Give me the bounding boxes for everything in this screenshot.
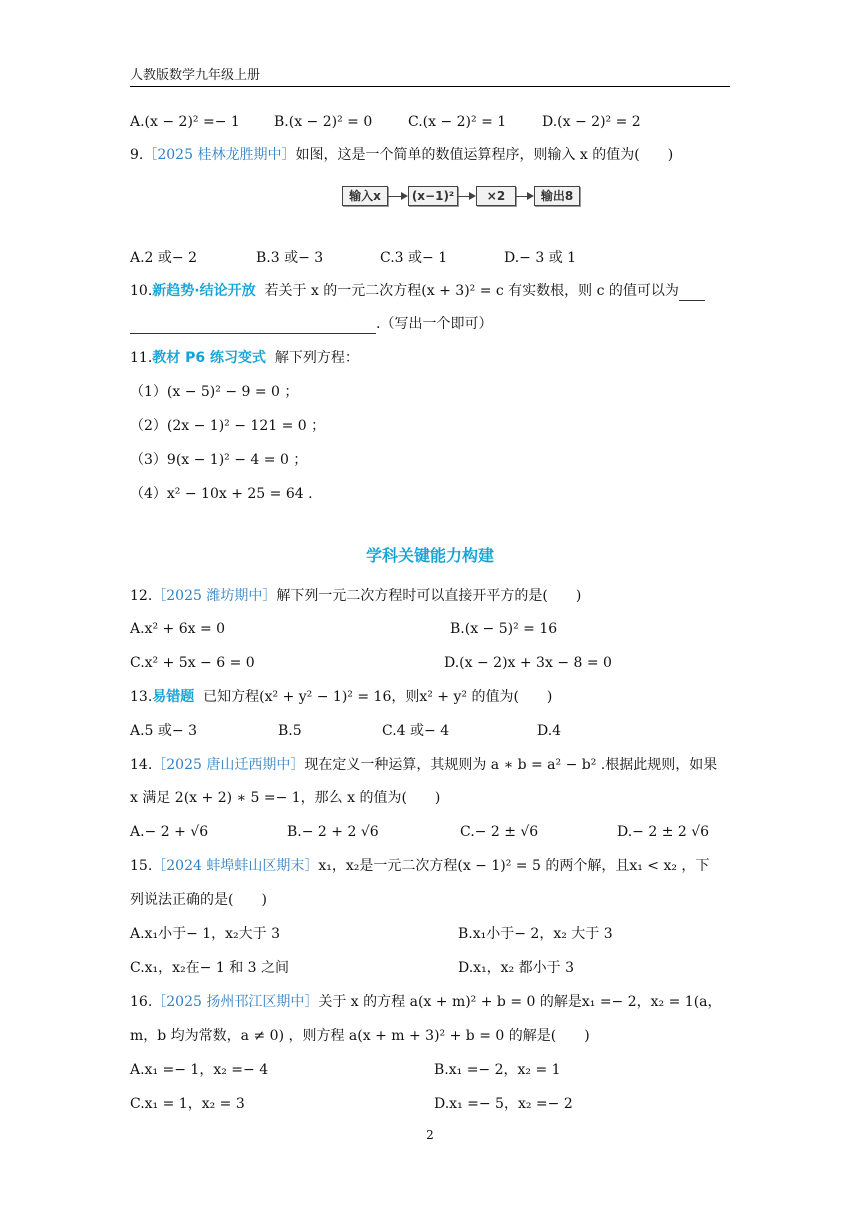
q9-source: ［2025 桂林龙胜期中］: [143, 147, 296, 163]
q15-option-d: D.x₁，x₂ 都小于 3: [458, 960, 574, 976]
q12-option-c: C.x² + 5x − 6 = 0: [130, 655, 255, 671]
q14-option-d: D.− 2 ± 2 √6: [617, 824, 710, 840]
answer-blank[interactable]: [679, 286, 705, 301]
q10-tail-line: [130, 314, 492, 334]
flow-square-box: (x−1)²: [408, 186, 458, 206]
q9-flowchart: [342, 186, 582, 208]
q14-option-a: A.− 2 + √6: [130, 824, 209, 840]
q10-stem-line: [130, 281, 705, 301]
q10-stem: 若关于 x 的一元二次方程(x + 3)² = c 有实数根，则 c 的值可以为: [264, 283, 679, 299]
q11-item-2: （2）(2x − 1)² − 121 = 0 ；: [130, 418, 326, 434]
q10-number: 10.: [130, 283, 153, 299]
q8-option-a: A.(x − 2)² =− 1: [130, 114, 240, 130]
q14-stem-line-2: x 满足 2(x + 2) ∗ 5 =− 1，那么 x 的值为( ): [130, 790, 441, 806]
q16-option-d: D.x₁ =− 5，x₂ =− 2: [434, 1096, 573, 1112]
q13-tag: 易错题: [152, 689, 195, 705]
q11-stem: 解下列方程：: [274, 350, 359, 366]
q10-tail: .（写出一个即可）: [376, 316, 493, 332]
answer-blank[interactable]: [130, 319, 376, 334]
q9-stem-line: [130, 145, 673, 165]
q11-item-4: （4）x² − 10x + 25 = 64 .: [130, 486, 313, 502]
q16-option-a: A.x₁ =− 1，x₂ =− 4: [130, 1062, 269, 1078]
q9-option-d: D.− 3 或 1: [504, 250, 577, 266]
q15-option-b: B.x₁小于− 2，x₂ 大于 3: [458, 926, 613, 942]
q16-stem-1: 关于 x 的方程 a(x + m)² + b = 0 的解是x₁ =− 2，x₂ = 1(a，: [318, 994, 722, 1010]
q15-option-a: A.x₁小于− 1，x₂大于 3: [130, 926, 281, 942]
q11-item-1: （1）(x − 5)² − 9 = 0 ；: [130, 384, 299, 400]
q9-option-c: C.3 或− 1: [380, 250, 448, 266]
q16-stem-line-1: [130, 992, 722, 1012]
flow-output-box: 输出8: [534, 186, 580, 206]
q15-stem-line-1: [130, 856, 709, 876]
q14-stem-line-1: [130, 755, 717, 775]
q16-option-c: C.x₁ = 1，x₂ = 3: [130, 1096, 245, 1112]
q14-source: ［2025 唐山迁西期中］: [152, 757, 305, 773]
q12-stem-line: [130, 586, 581, 606]
q15-number: 15.: [130, 858, 153, 874]
q12-option-a: A.x² + 6x = 0: [130, 621, 226, 637]
header-rule: [130, 86, 730, 87]
q10-tag: 新趋势·结论开放: [152, 283, 256, 299]
q16-option-b: B.x₁ =− 2，x₂ = 1: [434, 1062, 561, 1078]
q9-number: 9.: [130, 147, 144, 163]
q11-tag: 教材 P6 练习变式: [152, 350, 267, 366]
q13-stem: 已知方程(x² + y² − 1)² = 16，则x² + y² 的值为( ): [203, 689, 553, 705]
flow-arrow-icon: [388, 196, 406, 197]
q9-option-b: B.3 或− 3: [256, 250, 324, 266]
q13-stem-line: [130, 687, 552, 707]
q13-option-d: D.4: [537, 723, 562, 739]
flow-input-box: 输入x: [342, 186, 388, 206]
page-header: 人教版数学九年级上册: [130, 68, 261, 83]
section-title: 学科关键能力构建: [365, 546, 494, 565]
q11-number: 11.: [130, 350, 153, 366]
q11-item-3: （3）9(x − 1)² − 4 = 0 ；: [130, 452, 308, 468]
q12-number: 12.: [130, 588, 153, 604]
flow-arrow-icon: [458, 196, 474, 197]
q14-stem-1: 现在定义一种运算，其规则为 a ∗ b = a² − b² .根据此规则，如果: [304, 757, 718, 773]
flow-arrow-icon: [516, 196, 532, 197]
q13-option-c: C.4 或− 4: [382, 723, 450, 739]
q15-stem-line-2: 列说法正确的是( ): [130, 892, 267, 908]
q8-option-d: D.(x − 2)² = 2: [542, 114, 641, 130]
q14-option-b: B.− 2 + 2 √6: [287, 824, 379, 840]
q12-source: ［2025 潍坊期中］: [152, 588, 277, 604]
q8-option-b: B.(x − 2)² = 0: [274, 114, 373, 130]
q16-number: 16.: [130, 994, 153, 1010]
q9-option-a: A.2 或− 2: [130, 250, 198, 266]
q13-option-a: A.5 或− 3: [130, 723, 198, 739]
q13-number: 13.: [130, 689, 153, 705]
q8-option-c: C.(x − 2)² = 1: [408, 114, 507, 130]
q11-stem-line: [130, 348, 359, 368]
q9-stem: 如图，这是一个简单的数值运算程序，则输入 x 的值为( ): [295, 147, 674, 163]
q13-option-b: B.5: [278, 723, 302, 739]
q12-option-b: B.(x − 5)² = 16: [450, 621, 558, 637]
q15-stem-1: x₁，x₂是一元二次方程(x − 1)² = 5 的两个解，且x₁ < x₂ ，下: [318, 858, 710, 874]
q14-number: 14.: [130, 757, 153, 773]
q15-option-c: C.x₁，x₂在− 1 和 3 之间: [130, 960, 290, 976]
q16-source: ［2025 扬州邗江区期中］: [152, 994, 319, 1010]
page-number: 2: [426, 1128, 434, 1142]
q14-option-c: C.− 2 ± √6: [460, 824, 539, 840]
q16-stem-line-2: m，b 均为常数，a ≠ 0) ，则方程 a(x + m + 3)² + b = 0 的解是( ): [130, 1028, 590, 1044]
q12-option-d: D.(x − 2)x + 3x − 8 = 0: [444, 655, 612, 671]
q15-source: ［2024 蚌埠蚌山区期末］: [152, 858, 319, 874]
q12-stem: 解下列一元二次方程时可以直接开平方的是( ): [276, 588, 582, 604]
flow-multiply-box: ×2: [476, 186, 516, 206]
